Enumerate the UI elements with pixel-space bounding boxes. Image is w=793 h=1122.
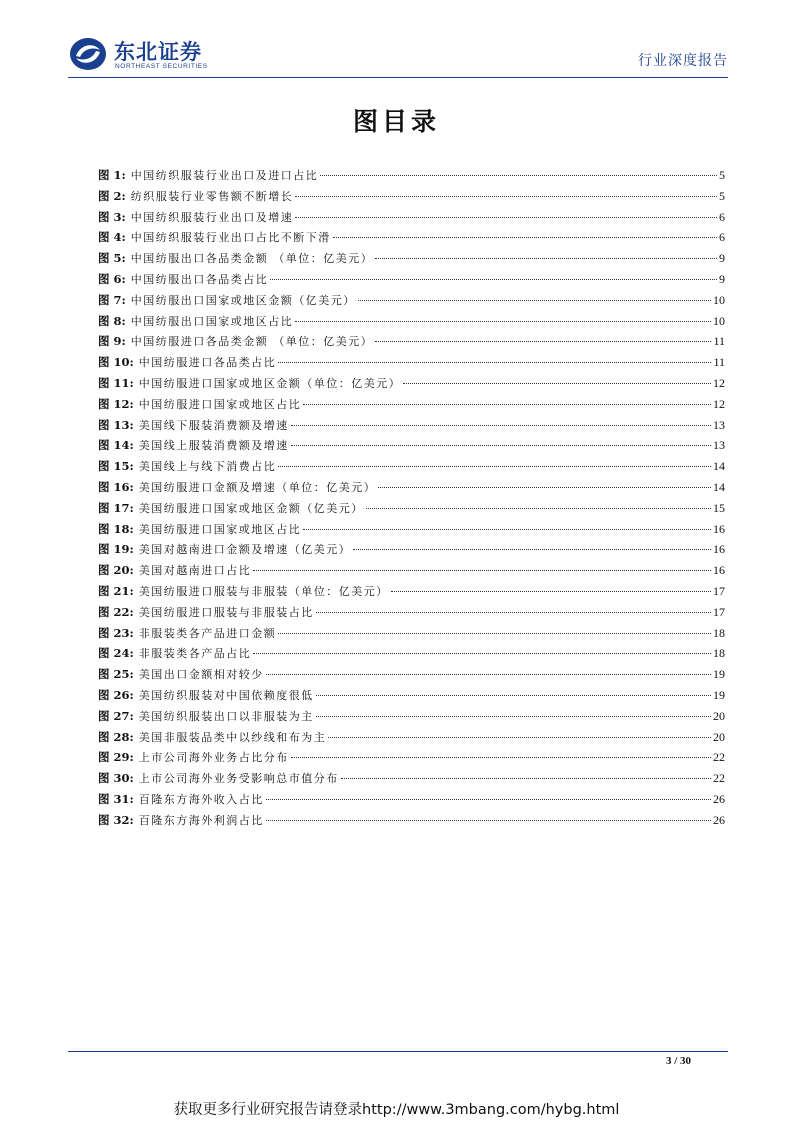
toc-entry[interactable] — [98, 498, 725, 519]
toc-figure-title: 非服装类各产品进口金额 — [138, 626, 277, 640]
toc-figure-title: 中国纺织服装行业出口占比不断下滑 — [130, 231, 331, 245]
toc-leader-dots — [320, 175, 717, 176]
toc-page-number: 5 — [719, 168, 725, 182]
toc-page-number: 12 — [713, 396, 725, 411]
logo-chinese-text: 东北证券 — [114, 40, 202, 64]
toc-page-number: 19 — [713, 687, 725, 702]
toc-figure-label: 图 1: — [98, 168, 126, 182]
toc-leader-dots — [278, 633, 711, 634]
toc-entry[interactable] — [98, 768, 725, 789]
toc-entry[interactable] — [98, 311, 725, 332]
toc-leader-dots — [341, 778, 711, 779]
toc-entry[interactable] — [98, 352, 725, 373]
toc-figure-label: 图 2: — [98, 188, 126, 203]
toc-page-number: 16 — [713, 542, 725, 557]
toc-page-number: 16 — [713, 521, 725, 536]
toc-entry[interactable] — [98, 539, 725, 560]
toc-leader-dots — [328, 737, 711, 738]
header-divider — [68, 77, 728, 78]
toc-page-number: 14 — [713, 459, 725, 474]
toc-page-number: 22 — [713, 771, 725, 786]
toc-figure-title: 中国纺服出口国家或地区占比 — [130, 314, 294, 328]
toc-leader-dots — [291, 445, 711, 446]
toc-entry[interactable] — [98, 415, 725, 436]
toc-figure-title: 美国纺织服装出口以非服装为主 — [138, 709, 314, 723]
toc-entry[interactable] — [98, 248, 725, 269]
toc-page-number: 13 — [713, 438, 725, 453]
toc-leader-dots — [295, 217, 717, 218]
toc-figure-label: 图 23: — [98, 625, 134, 640]
toc-page-number: 16 — [713, 563, 725, 578]
toc-figure-title: 上市公司海外业务受影响总市值分布 — [138, 772, 339, 786]
toc-entry[interactable] — [98, 331, 725, 352]
company-logo — [68, 36, 228, 74]
toc-figure-title: 中国纺服进口国家或地区金额（单位：亿美元） — [138, 376, 402, 390]
toc-figure-title: 百隆东方海外利润占比 — [138, 813, 264, 827]
toc-entry[interactable] — [98, 269, 725, 290]
report-type-label: 行业深度报告 — [638, 53, 728, 69]
toc-figure-title: 中国纺服进口各品类占比 — [138, 356, 277, 370]
toc-leader-dots — [375, 258, 717, 259]
toc-figure-title: 美国对越南进口占比 — [138, 564, 252, 578]
figure-list — [98, 165, 725, 831]
toc-page-number: 26 — [713, 812, 725, 827]
toc-entry[interactable] — [98, 664, 725, 685]
toc-entry[interactable] — [98, 727, 725, 748]
toc-entry[interactable] — [98, 186, 725, 207]
page-number: 3 / 30 — [665, 1055, 691, 1067]
toc-entry[interactable] — [98, 519, 725, 540]
toc-page-number: 17 — [713, 583, 725, 598]
toc-page-number: 11 — [713, 334, 725, 349]
toc-leader-dots — [278, 466, 711, 467]
toc-figure-label: 图 27: — [98, 708, 134, 723]
toc-figure-label: 图 31: — [98, 791, 134, 806]
toc-page-number: 6 — [719, 209, 725, 224]
toc-figure-title: 非服装类各产品占比 — [138, 647, 252, 661]
toc-figure-title: 美国纺服进口金额及增速（单位：亿美元） — [138, 480, 377, 494]
toc-page-number: 18 — [713, 625, 725, 640]
toc-entry[interactable] — [98, 810, 725, 831]
toc-figure-title: 中国纺服进口国家或地区占比 — [138, 397, 302, 411]
toc-entry[interactable] — [98, 207, 725, 228]
toc-leader-dots — [266, 820, 711, 821]
toc-page-number: 5 — [719, 188, 725, 203]
toc-figure-label: 图 20: — [98, 563, 134, 578]
toc-figure-title: 美国纺服进口服装与非服装占比 — [138, 605, 314, 619]
toc-figure-label: 图 14: — [98, 438, 134, 453]
toc-leader-dots — [316, 695, 711, 696]
toc-figure-label: 图 24: — [98, 646, 134, 661]
toc-leader-dots — [366, 508, 711, 509]
toc-leader-dots — [303, 529, 711, 530]
toc-figure-title: 美国出口金额相对较少 — [138, 668, 264, 682]
toc-page-number: 17 — [713, 604, 725, 619]
toc-leader-dots — [333, 237, 717, 238]
toc-leader-dots — [291, 757, 711, 758]
toc-figure-label: 图 3: — [98, 209, 126, 224]
toc-figure-label: 图 10: — [98, 355, 134, 370]
toc-entry[interactable] — [98, 165, 725, 186]
toc-entry[interactable] — [98, 435, 725, 456]
toc-figure-title: 美国线上与线下消费占比 — [138, 460, 277, 474]
toc-page-number: 10 — [713, 292, 725, 307]
company-logo-icon — [68, 36, 108, 72]
toc-page-number: 19 — [713, 667, 725, 682]
toc-figure-title: 中国纺服出口国家或地区金额（亿美元） — [130, 293, 356, 307]
toc-entry[interactable] — [98, 706, 725, 727]
toc-leader-dots — [316, 612, 711, 613]
toc-leader-dots — [378, 487, 711, 488]
toc-figure-label: 图 32: — [98, 812, 134, 827]
toc-figure-title: 美国对越南进口金额及增速（亿美元） — [138, 543, 352, 557]
toc-figure-title: 中国纺服进口各品类金额 （单位：亿美元） — [130, 335, 374, 349]
toc-entry[interactable] — [98, 747, 725, 768]
toc-page-number: 6 — [719, 230, 725, 245]
toc-figure-label: 图 7: — [98, 292, 126, 307]
toc-page-number: 9 — [719, 251, 725, 266]
page-title: 图目录 — [352, 107, 440, 136]
toc-figure-label: 图 26: — [98, 687, 134, 702]
toc-page-number: 20 — [713, 708, 725, 723]
toc-figure-title: 美国纺服进口服装与非服装（单位：亿美元） — [138, 584, 389, 598]
toc-page-number: 14 — [713, 479, 725, 494]
toc-page-number: 9 — [719, 271, 725, 286]
toc-leader-dots — [266, 674, 711, 675]
toc-page-number: 12 — [713, 375, 725, 390]
toc-leader-dots — [278, 362, 711, 363]
toc-figure-label: 图 5: — [98, 251, 126, 266]
toc-entry[interactable] — [98, 581, 725, 602]
toc-leader-dots — [253, 653, 711, 654]
toc-leader-dots — [270, 279, 717, 280]
toc-figure-title: 上市公司海外业务占比分布 — [138, 751, 289, 765]
toc-entry[interactable] — [98, 685, 725, 706]
toc-figure-title: 中国纺服出口各品类金额 （单位：亿美元） — [130, 252, 374, 266]
toc-figure-label: 图 8: — [98, 313, 126, 328]
toc-leader-dots — [295, 196, 717, 197]
toc-figure-label: 图 25: — [98, 667, 134, 682]
toc-page-number: 22 — [713, 750, 725, 765]
toc-leader-dots — [375, 341, 711, 342]
toc-page-number: 18 — [713, 646, 725, 661]
page-header — [68, 30, 728, 76]
toc-figure-label: 图 12: — [98, 396, 134, 411]
toc-figure-label: 图 4: — [98, 230, 126, 245]
toc-figure-title: 美国非服装品类中以纱线和布为主 — [138, 730, 327, 744]
toc-figure-label: 图 6: — [98, 271, 126, 286]
toc-leader-dots — [253, 570, 711, 571]
toc-figure-title: 美国纺织服装对中国依赖度很低 — [138, 688, 314, 702]
toc-leader-dots — [316, 716, 711, 717]
footer-divider — [68, 1051, 728, 1052]
toc-page-number: 13 — [713, 417, 725, 432]
toc-figure-title: 美国纺服进口国家或地区金额（亿美元） — [138, 501, 364, 515]
toc-entry[interactable] — [98, 394, 725, 415]
toc-figure-label: 图 16: — [98, 479, 134, 494]
toc-figure-title: 中国纺服出口各品类占比 — [130, 272, 269, 286]
toc-figure-label: 图 13: — [98, 417, 134, 432]
toc-figure-label: 图 28: — [98, 729, 134, 744]
toc-figure-label: 图 11: — [98, 375, 134, 390]
toc-page-number: 10 — [713, 313, 725, 328]
toc-figure-label: 图 15: — [98, 459, 134, 474]
toc-figure-label: 图 22: — [98, 604, 134, 619]
toc-entry[interactable] — [98, 560, 725, 581]
toc-entry[interactable] — [98, 373, 725, 394]
toc-entry[interactable] — [98, 456, 725, 477]
toc-figure-label: 图 21: — [98, 583, 134, 598]
logo-english-text: NORTHEAST SECURITIES — [115, 63, 208, 70]
toc-figure-title: 美国线下服装消费额及增速 — [138, 418, 289, 432]
toc-figure-title: 中国纺织服装行业出口及增速 — [130, 210, 294, 224]
toc-entry[interactable] — [98, 623, 725, 644]
toc-page-number: 26 — [713, 791, 725, 806]
toc-figure-title: 中国纺织服装行业出口及进口占比 — [130, 169, 319, 182]
toc-figure-label: 图 30: — [98, 771, 134, 786]
toc-entry[interactable] — [98, 227, 725, 248]
toc-figure-title: 纺织服装行业零售额不断增长 — [130, 189, 294, 203]
toc-leader-dots — [266, 799, 711, 800]
toc-leader-dots — [353, 549, 711, 550]
toc-figure-label: 图 19: — [98, 542, 134, 557]
toc-figure-label: 图 9: — [98, 334, 126, 349]
toc-figure-label: 图 18: — [98, 521, 134, 536]
toc-figure-label: 图 17: — [98, 500, 134, 515]
toc-entry[interactable] — [98, 477, 725, 498]
toc-entry[interactable] — [98, 602, 725, 623]
toc-page-number: 11 — [713, 355, 725, 370]
toc-entry[interactable] — [98, 789, 725, 810]
toc-leader-dots — [391, 591, 711, 592]
toc-figure-title: 百隆东方海外收入占比 — [138, 792, 264, 806]
toc-figure-label: 图 29: — [98, 750, 134, 765]
toc-entry[interactable] — [98, 643, 725, 664]
toc-leader-dots — [403, 383, 711, 384]
toc-leader-dots — [295, 321, 711, 322]
toc-figure-title: 美国纺服进口国家或地区占比 — [138, 522, 302, 536]
toc-leader-dots — [358, 300, 711, 301]
toc-page-number: 20 — [713, 729, 725, 744]
download-watermark: 获取更多行业研究报告请登录http://www.3mbang.com/hybg.html — [173, 1102, 620, 1118]
toc-leader-dots — [303, 404, 711, 405]
toc-leader-dots — [291, 425, 711, 426]
toc-figure-title: 美国线上服装消费额及增速 — [138, 439, 289, 453]
toc-page-number: 15 — [713, 500, 725, 515]
toc-entry[interactable] — [98, 290, 725, 311]
